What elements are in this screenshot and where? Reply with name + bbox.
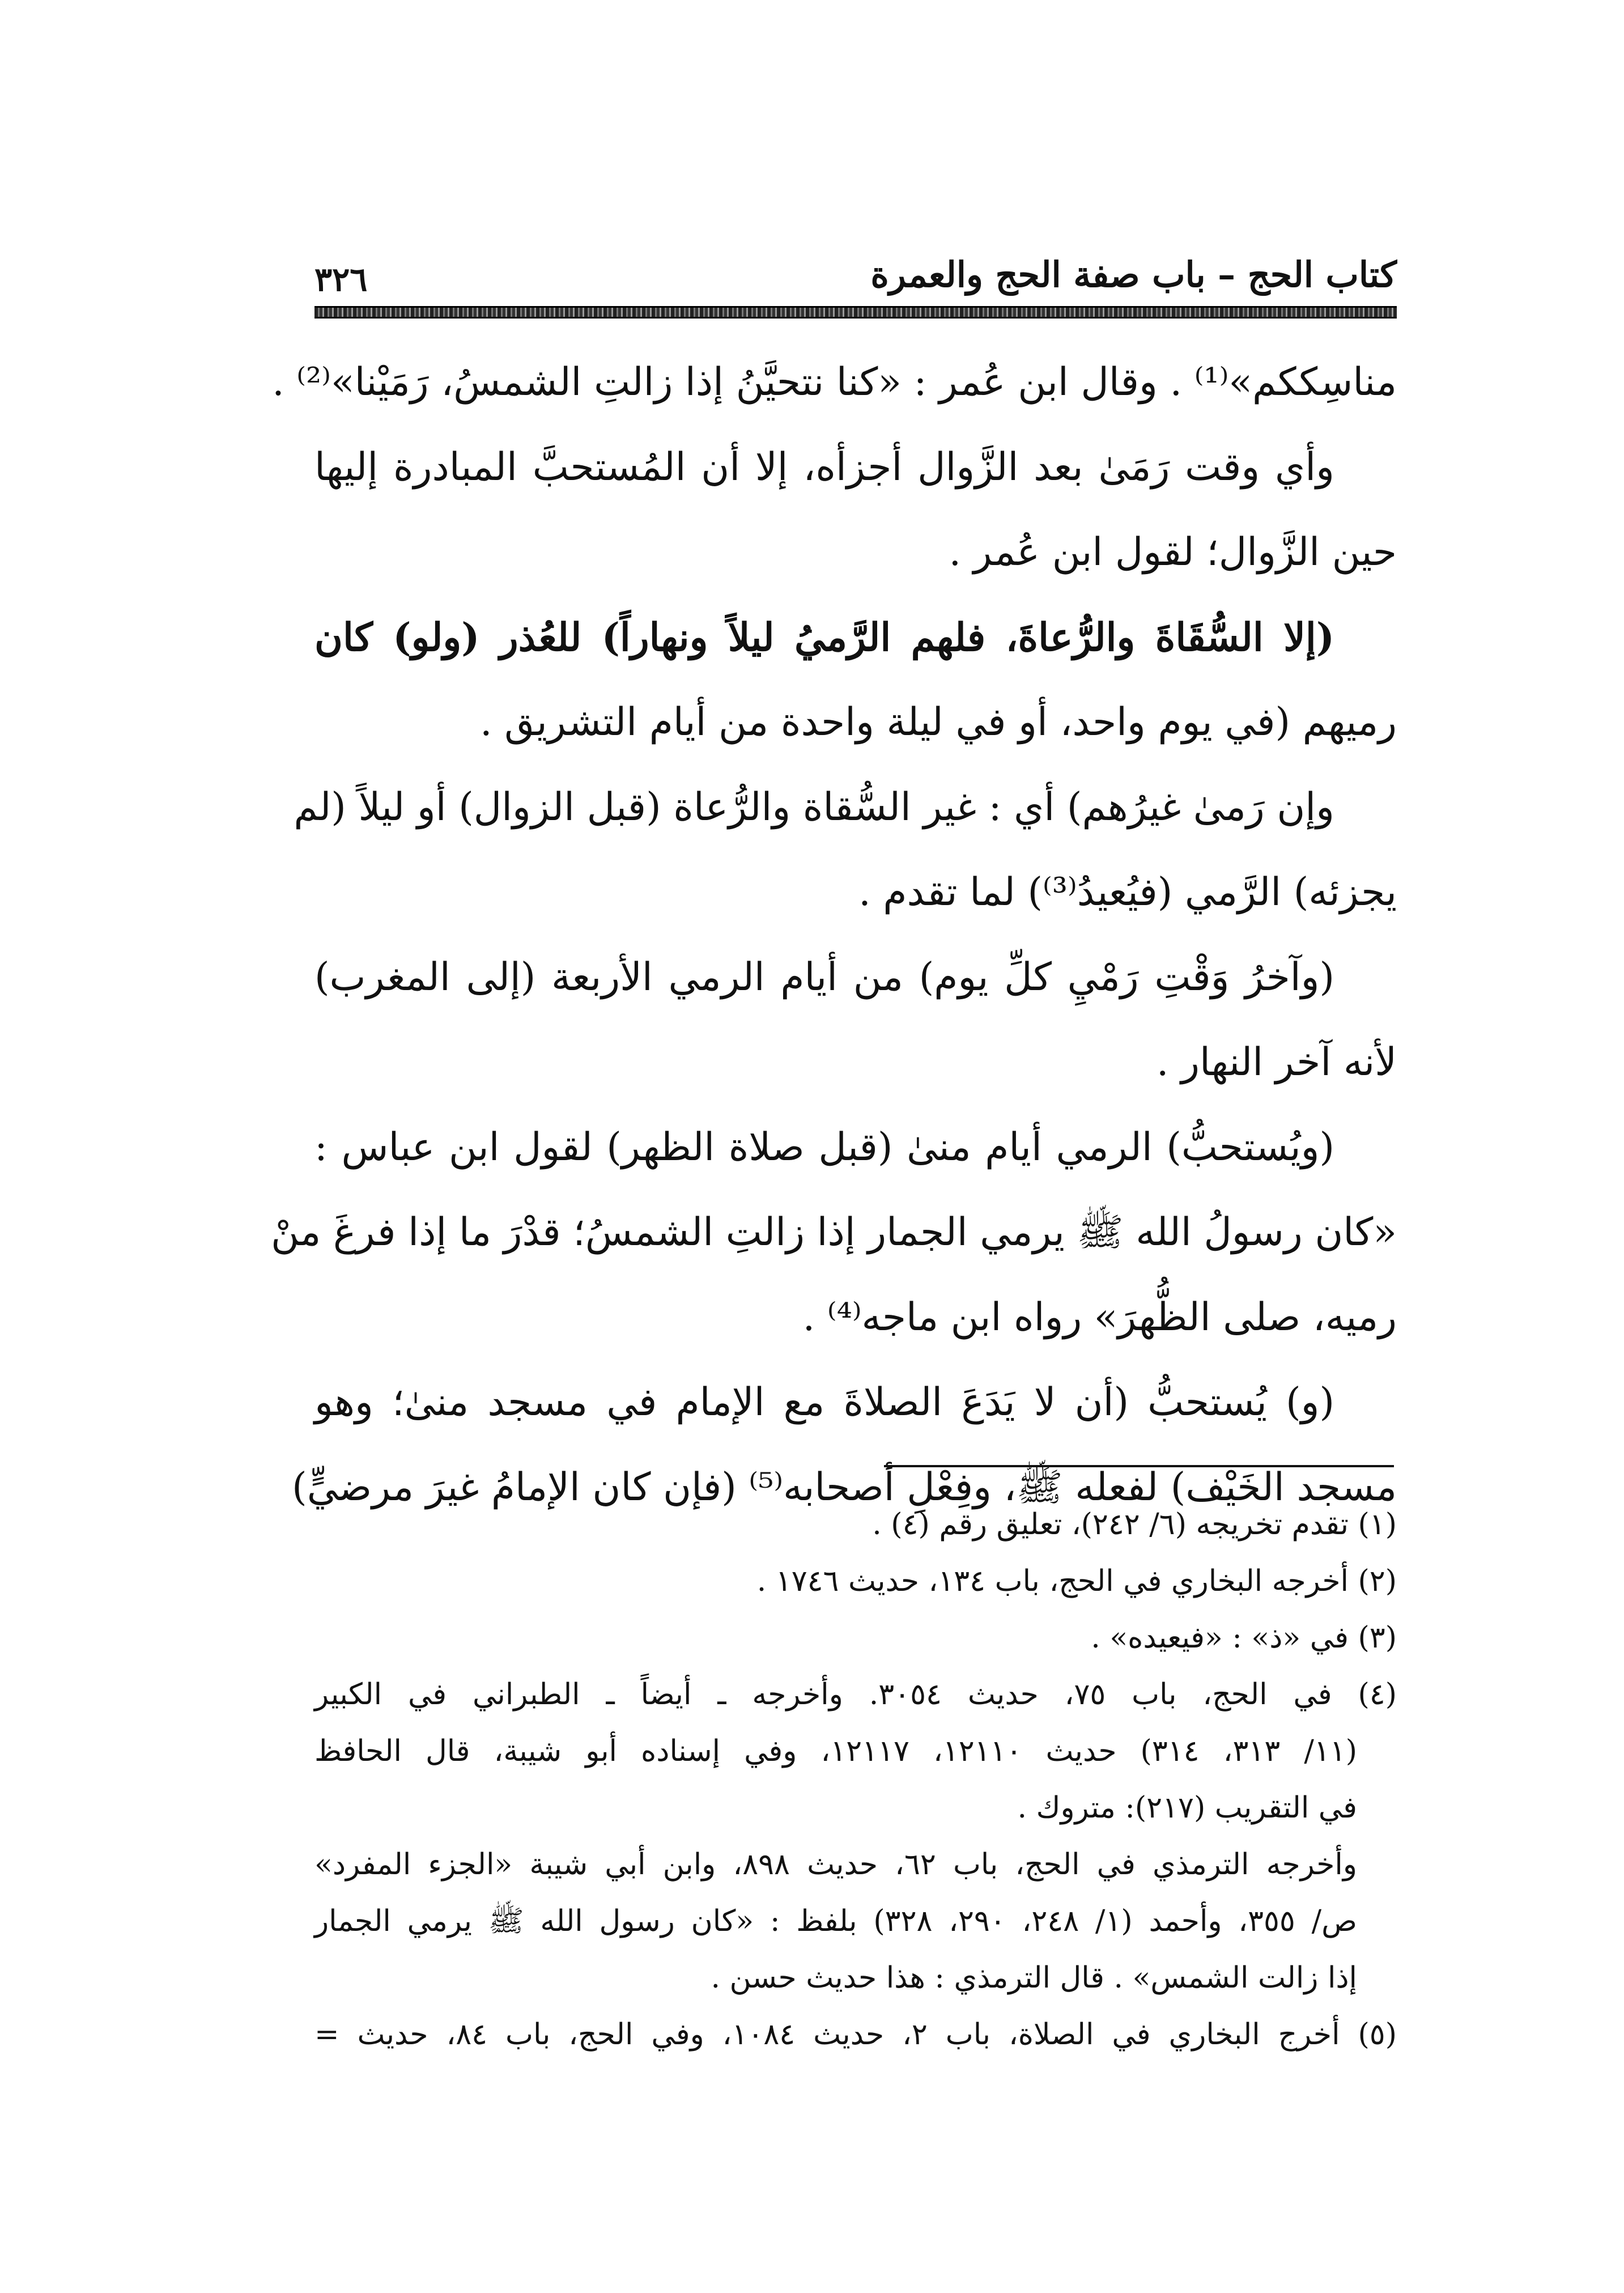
footnote-line: في التقريب (٢١٧): متروك . (1017, 1791, 1357, 1825)
text-line: «كان رسولُ الله ﷺ يرمي الجمار إذا زالتِ الشمسُ؛ قدْرَ ما إذا فرغَ منْ (271, 1210, 1397, 1255)
text-line: مسجد الخَيْف) لفعله ﷺ، وفِعْلِ أصحابه⁽⁵⁾ (فإن كان الإمامُ غيرَ مرضيٍّ) (292, 1465, 1397, 1510)
footnote-line: وأخرجه الترمذي في الحج، باب ٦٢، حديث ٨٩٨، وابن أبي شيبة «الجزء المفرد» (314, 1848, 1357, 1882)
footnote-line: (٥) أخرج البخاري في الصلاة، باب ٢، حديث ١٠٨٤، وفي الحج، باب ٨٤، حديث = (314, 2018, 1397, 2052)
text-line: وإن رَمىٰ غيرُهم) أي : غير السُّقاة والرُّعاة (قبل الزوال) أو ليلاً (لم (294, 785, 1334, 830)
running-header (314, 249, 1397, 300)
footnote-line: (٣) في «ذ» : «فيعيده» . (1091, 1621, 1397, 1655)
text-line: (وآخرُ وَقْتِ رَمْيِ كلِّ يوم) من أيام الرمي الأربعة (إلى المغرب) (314, 955, 1334, 1000)
footnote-line: ص/ ٣٥٥، وأحمد (١/ ٢٤٨، ٢٩٠، ٣٢٨) بلفظ : «كان رسول الله ﷺ يرمي الجمار (314, 1904, 1358, 1938)
text-line: مناسِككم»⁽¹⁾ . وقال ابن عُمر : «كنا نتحيَّنُ إذا زالتِ الشمسُ، رَمَيْنا»⁽²⁾ . (272, 360, 1397, 405)
footnote-line: (٤) في الحج، باب ٧٥، حديث ٣٠٥٤. وأخرجه ـ أيضاً ـ الطبراني في الكبير (314, 1678, 1397, 1712)
text-line: حين الزَّوال؛ لقول ابن عُمر . (949, 530, 1397, 575)
text-line: رميهم (في يوم واحد، أو في ليلة واحدة من أيام التشريق . (479, 700, 1397, 745)
footnote-line: (٢) أخرجه البخاري في الحج، باب ١٣٤، حديث ١٧٤٦ . (756, 1564, 1397, 1598)
header-rule (314, 306, 1397, 319)
footnote-line: إذا زالت الشمس» . قال الترمذي : هذا حديث حسن . (711, 1961, 1357, 1995)
text-line: رميه، صلى الظُّهرَ» رواه ابن ماجه⁽⁴⁾ . (802, 1295, 1397, 1340)
text-line: لأنه آخر النهار . (1156, 1040, 1397, 1085)
footnote-line: (١١/ ٣١٣، ٣١٤) حديث ١٢١١٠، ١٢١١٧، وفي إسناده أبو شيبة، قال الحافظ (314, 1734, 1358, 1768)
page-number: ٣٢٦ (314, 260, 368, 299)
footnote-line: (١) تقدم تخريجه (٦/ ٢٤٢)، تعليق رقم (٤) . (872, 1508, 1397, 1542)
text-line: (و) يُستحبُّ (أن لا يَدَعَ الصلاةَ مع الإمام في مسجد منىٰ؛ وهو (314, 1380, 1334, 1425)
chapter-title: كتاب الحج – باب صفة الحج والعمرة (870, 254, 1397, 295)
text-line: يجزئه) الرَّمي (فيُعيدُ⁽³⁾) لما تقدم . (858, 870, 1397, 915)
footnote-separator (884, 1465, 1394, 1467)
text-line: (إلا السُّقَاةَ والرُّعاةَ، فلهم الرَّميُ ليلاً ونهاراً) للعُذر (ولو) كان (314, 615, 1334, 660)
text-line: (ويُستحبُّ) الرمي أيام منىٰ (قبل صلاة الظهر) لقول ابن عباس : (314, 1125, 1334, 1170)
text-line: وأي وقت رَمَىٰ بعد الزَّوال أجزأه، إلا أن المُستحبَّ المبادرة إليها (314, 445, 1334, 490)
